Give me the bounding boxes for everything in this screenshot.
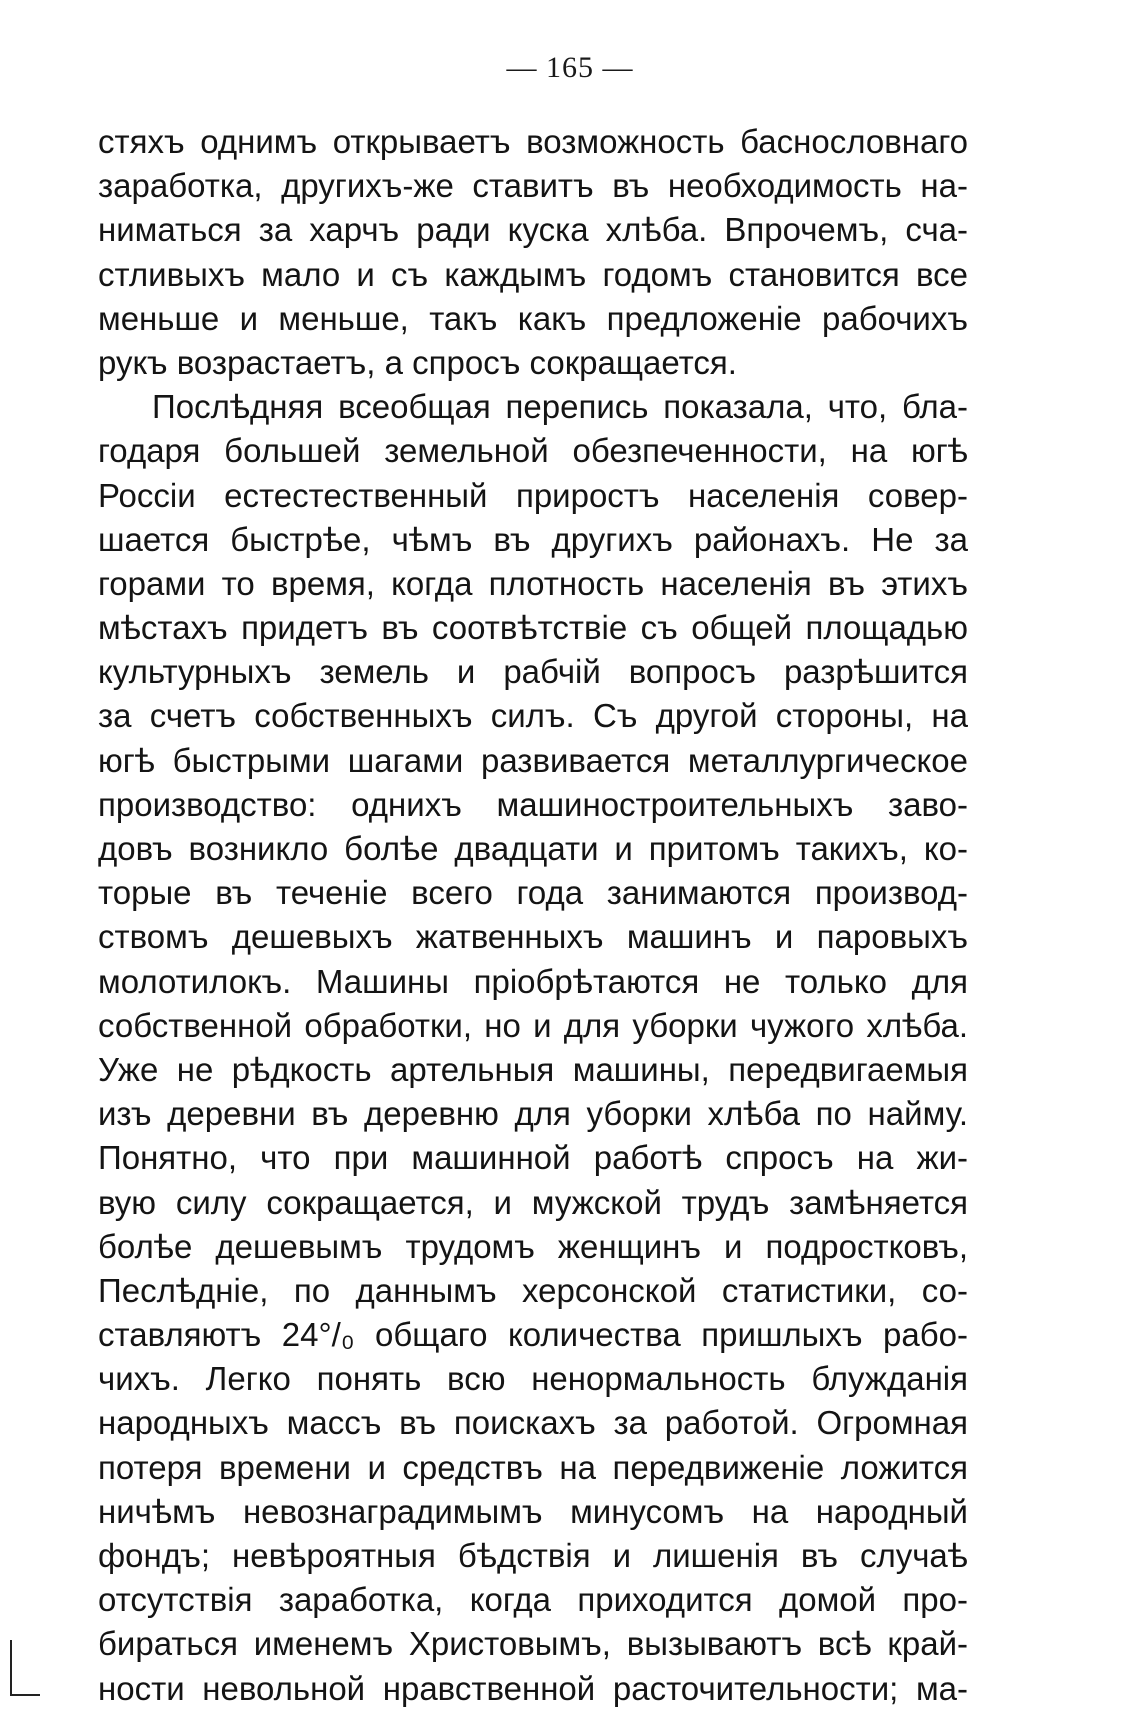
text-line: Уже не рѣдкость артельныя машины, передвигаемыя: [98, 1050, 968, 1088]
text-line: народныхъ массъ въ поискахъ за работой. Огромная: [98, 1404, 968, 1442]
text-line: бираться именемъ Христовымъ, вызываютъ всѣ край-: [98, 1625, 968, 1663]
text-line: Песлѣдніе, по даннымъ херсонской статистики, со-: [98, 1271, 968, 1309]
paragraph-1: [98, 120, 968, 385]
page-number: — 165 —: [506, 51, 634, 84]
text-line: болѣе дешевымъ трудомъ женщинъ и подростковъ,: [98, 1227, 968, 1265]
text-line: торые въ теченіе всего года занимаются производ-: [98, 874, 968, 912]
text-line: ности невольной нравственной расточительности; ма-: [98, 1669, 968, 1707]
text-line: производство: однихъ машиностроительныхъ заво-: [98, 785, 968, 823]
text-line: фондъ; невѣроятныя бѣдствія и лишенія въ случаѣ: [98, 1537, 968, 1574]
text-line: стливыхъ мало и съ каждымъ годомъ становится все: [98, 255, 968, 293]
text-line: заработка, другихъ-же ставитъ въ необходимость на-: [98, 167, 968, 205]
margin-bracket-mark: [10, 1640, 12, 1696]
text-line: вую силу сокращается, и мужской трудъ замѣняется: [98, 1183, 968, 1221]
text-line: югѣ быстрыми шагами развивается металлургическое: [98, 741, 968, 779]
text-line: чихъ. Легко понять всю ненормальность блужданія: [98, 1360, 968, 1398]
text-line: меньше и меньше, такъ какъ предложеніе рабочихъ: [98, 299, 968, 337]
text-line: культурныхъ земель и рабчій вопросъ разрѣшится: [98, 653, 968, 691]
text-line: молотилокъ. Машины пріобрѣтаются не только для: [98, 962, 968, 1000]
text-line: стяхъ однимъ открываетъ возможность баснословнаго: [98, 123, 968, 160]
text-line: шается быстрѣе, чѣмъ въ другихъ районахъ. Не за: [98, 520, 968, 558]
text-line: Понятно, что при машинной работѣ спросъ на жи-: [98, 1139, 968, 1177]
text-line: потеря времени и средствъ на передвиженіе ложится: [98, 1448, 968, 1486]
text-line: собственной обработки, но и для уборки чужого хлѣба.: [98, 1006, 968, 1044]
text-line: изъ деревни въ деревню для уборки хлѣба по найму.: [98, 1095, 968, 1133]
text-line: ставляютъ 24°/₀ общаго количества пришлыхъ рабо-: [98, 1316, 968, 1354]
text-line: ствомъ дешевыхъ жатвенныхъ машинъ и паровыхъ: [98, 918, 968, 956]
text-line: мѣстахъ придетъ въ соотвѣтствіе съ общей площадью: [98, 609, 968, 647]
text-line: ниматься за харчъ ради куска хлѣба. Впрочемъ, сча-: [98, 211, 968, 249]
text-line: отсутствія заработка, когда приходится домой про-: [98, 1581, 968, 1619]
text-line: ничѣмъ невознаградимымъ минусомъ на народный: [98, 1492, 968, 1530]
text-line: рукъ возрастаетъ, а спросъ сокращается.: [98, 343, 737, 381]
margin-bracket-foot: [10, 1694, 40, 1696]
body-text: [98, 120, 968, 1711]
text-line: довъ возникло болѣе двадцати и притомъ такихъ, ко-: [98, 830, 968, 867]
text-line: за счетъ собственныхъ силъ. Съ другой стороны, на: [98, 697, 968, 735]
text-line: Послѣдняя всеобщая перепись показала, что, бла-: [152, 388, 968, 426]
paragraph-2: [98, 385, 968, 1711]
text-line: годаря большей земельной обезпеченности, на югѣ: [98, 432, 968, 470]
text-line: горами то время, когда плотность населенія въ этихъ: [98, 564, 968, 602]
text-line: Россіи естестественный приростъ населенія совер-: [98, 476, 968, 514]
